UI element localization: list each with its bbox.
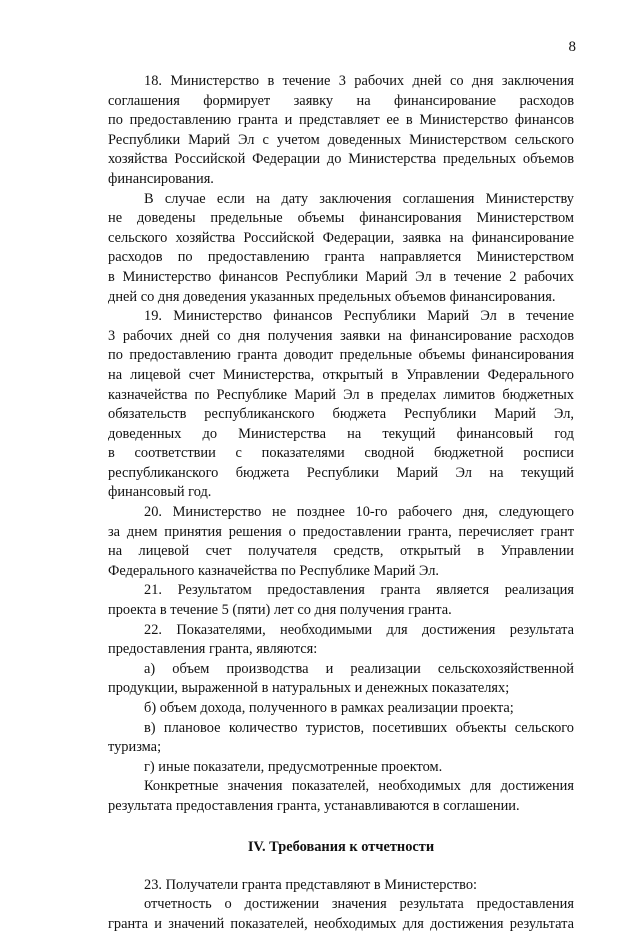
document-body — [108, 72, 574, 934]
text-line: финансирования. — [108, 170, 214, 187]
list-item-a — [108, 660, 574, 699]
paragraph-reporting — [108, 895, 574, 934]
text-line: на лицевой счет Министерства, открытый в Управлении Федерального — [108, 366, 574, 383]
text-line: Конкретные значения показателей, необходимых для достижения — [144, 778, 574, 795]
text-line: продукции, выраженной в натуральных и денежных показателях; — [108, 680, 510, 697]
text-line: 21. Результатом предоставления гранта является реализация — [144, 582, 574, 599]
text-line: 23. Получатели гранта представляют в Министерство: — [144, 876, 478, 893]
text-line: 22. Показателями, необходимыми для достижения результата — [144, 621, 574, 638]
text-line: результата предоставления гранта, устанавливаются в соглашении. — [108, 797, 520, 814]
text-line: Федерального казначейства по Республике Марий Эл. — [108, 562, 439, 579]
text-line: за днем принятия решения о предоставлении гранта, перечисляет грант — [108, 523, 574, 540]
text-line: расходов по предоставлению гранта направляется Министерством — [108, 249, 574, 266]
text-line: г) иные показатели, предусмотренные проектом. — [144, 758, 443, 775]
text-line: в) плановое количество туристов, посетивших объекты сельского — [144, 719, 574, 736]
text-line: на лицевой счет получателя средств, открытый в Управлении — [108, 543, 574, 560]
paragraph-specific-values — [108, 777, 574, 816]
text-line: 18. Министерство в течение 3 рабочих дней со дня заключения — [144, 73, 574, 89]
paragraph-23 — [108, 876, 574, 896]
text-line: дней со дня доведения указанных предельных объемов финансирования. — [108, 288, 556, 305]
text-line: не доведены предельные объемы финансирования Министерством — [108, 210, 574, 227]
text-line: доведенных до Министерства на текущий финансовый год — [108, 425, 574, 442]
list-item-g — [108, 758, 574, 778]
text-line: хозяйства Российской Федерации до Министерства предельных объемов — [108, 151, 574, 168]
text-line: обязательств республиканского бюджета Республики Марий Эл, — [108, 406, 574, 423]
text-line: в соответствии с показателями сводной бюджетной росписи — [108, 445, 574, 462]
text-line: сельского хозяйства Российской Федерации, заявка на финансирование — [108, 229, 574, 246]
section-heading: IV. Требования к отчетности — [247, 838, 435, 855]
text-line: предоставления гранта, являются: — [108, 641, 318, 658]
text-line: республиканского бюджета Республики Марий Эл на текущий — [108, 464, 574, 481]
page-number: 8 — [568, 39, 576, 55]
paragraph-20 — [108, 503, 574, 581]
text-line: 3 рабочих дней со дня получения заявки на финансирование расходов — [108, 327, 574, 344]
text-line: гранта и значений показателей, необходимых для достижения результата — [108, 915, 574, 932]
paragraph-21 — [108, 581, 574, 620]
text-line: 19. Министерство финансов Республики Марий Эл в течение — [144, 308, 574, 325]
paragraph-22 — [108, 621, 574, 660]
text-line: по предоставлению гранта и представляет ее в Министерство финансов — [108, 112, 574, 129]
paragraph-18 — [108, 72, 574, 190]
text-line: по предоставлению гранта доводит предельные объемы финансирования — [108, 347, 574, 364]
list-item-b — [108, 699, 574, 719]
text-line: В случае если на дату заключения соглашения Министерству — [144, 190, 574, 207]
paragraph-19 — [108, 307, 574, 503]
text-line: а) объем производства и реализации сельскохозяйственной — [144, 660, 574, 677]
text-line: туризма; — [108, 739, 162, 756]
text-line: 20. Министерство не позднее 10-го рабочего дня, следующего — [144, 504, 574, 521]
text-line: финансовый год. — [108, 484, 212, 501]
list-item-v — [108, 719, 574, 758]
text-line: в Министерство финансов Республики Марий Эл в течение 2 рабочих — [108, 268, 574, 285]
text-line: б) объем дохода, полученного в рамках реализации проекта; — [144, 700, 514, 716]
paragraph-18-continued — [108, 190, 574, 308]
text-line: проекта в течение 5 (пяти) лет со дня получения гранта. — [108, 602, 452, 619]
text-line: Республики Марий Эл с учетом доведенных Министерством сельского — [108, 131, 574, 148]
text-line: соглашения формирует заявку на финансирование расходов — [108, 92, 574, 109]
text-line: казначейства по Республике Марий Эл в пределах лимитов бюджетных — [108, 386, 574, 403]
text-line: отчетность о достижении значения результата предоставления — [144, 896, 574, 913]
